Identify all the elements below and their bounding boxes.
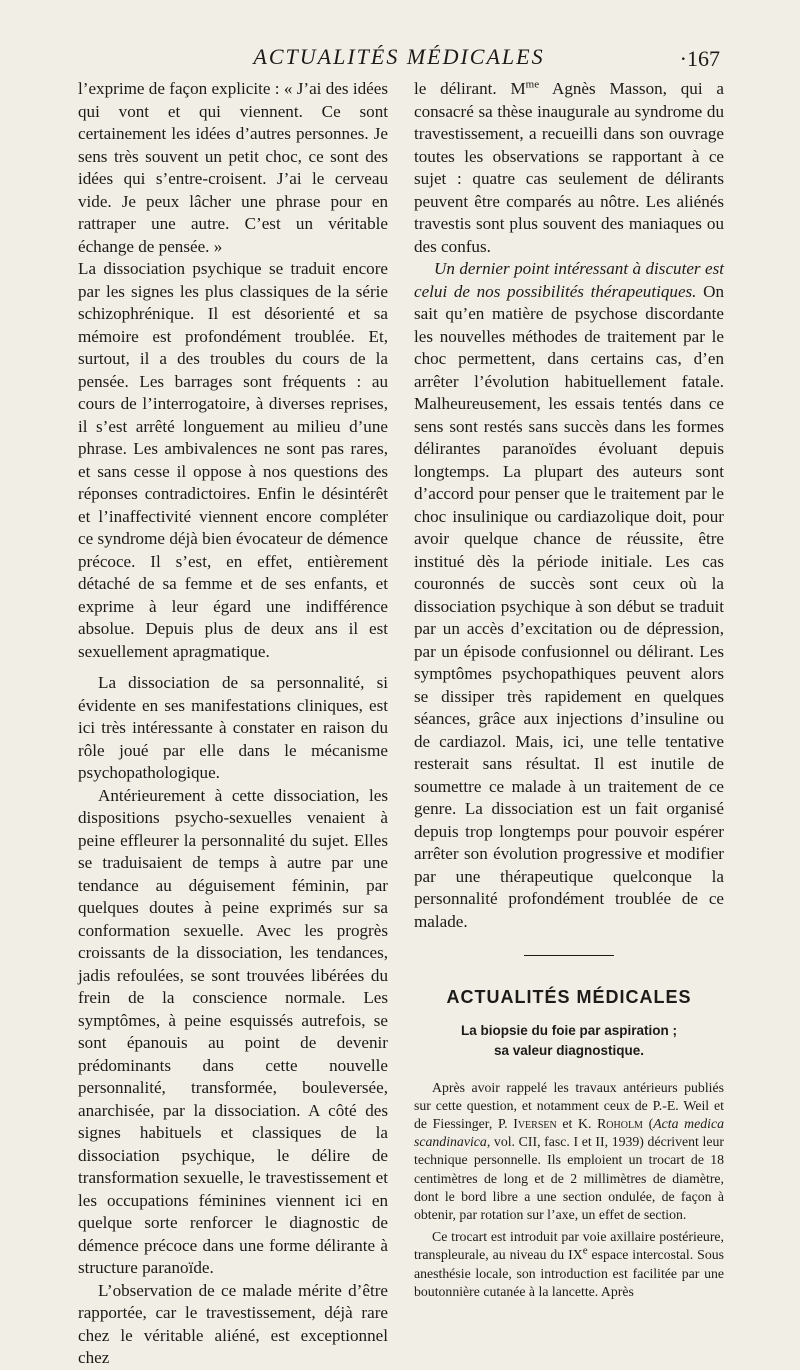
article-title-line: La biopsie du foie par aspiration ;: [460, 1022, 678, 1038]
text: espace intercostal. Sous anesthésie locale, son introduction est facilitée par une boutonnière cutanée à la lancette. Après: [414, 1247, 724, 1299]
text: On sait qu’en matière de psychose discordante les nouvelles méthodes de traitement par le choc permettent, dans certains cas, d’en arrêter l’évolution habituellement fatale. Malheureusement, les essais tentés dans ce sens sont restés sans succès dans les formes délirantes paranoïdes évoluant depuis longtemps. La plupart des auteurs sont d’accord pour penser que le traitement par le choc insulinique ou cardiazolique doit, pour avoir quelque chance de réussite, être institué dès la période initiale. Les cas couronnés de succès sont ceux où la dissociation psychique à son début se traduit par un accès d’excitation ou de dépression, par un épisode confusionnel ou délirant. Les symptômes psychopathiques peuvent alors se dissiper très rapidement en quelques séances, grâce aux injections d’insuline ou de cardiazol. Mais, ici, une telle tentative resterait sans résultat. Il est inutile de soumettre ce malade à un traitement de ce genre. La dissociation est un fait organisé depuis trop longtemps pour pouvoir espérer arrêter son évolution progressive et modifier par une thérapeutique quelconque la personnalité profondément troublée de ce malade.: [414, 281, 724, 931]
text: (: [642, 1115, 654, 1131]
paragraph: [414, 1228, 724, 1301]
paragraph: L’observation de ce malade mérite d’être rapportée, car le travestissement, déjà rare chez le véritable aliéné, est exceptionnel chez: [78, 1280, 388, 1367]
author-name: Iversen: [513, 1115, 557, 1131]
paragraph: La dissociation de sa personnalité, si évidente en ses manifestations cliniques, est ici très intéressante à constater en raison du rôle joué par elle dans le mécanisme psychopathologique.: [78, 673, 388, 782]
article-body: [414, 1079, 724, 1301]
text: et K.: [556, 1115, 598, 1131]
header-title: ACTUALITÉS MÉDICALES: [253, 44, 545, 69]
running-header: [78, 44, 720, 78]
text: le délirant. M: [414, 79, 526, 98]
right-column: [414, 78, 724, 1301]
journal-name: Acta medica scandinavica: [414, 1115, 725, 1150]
article-title-line: sa valeur diagnostique.: [493, 1042, 645, 1058]
section-divider: [524, 955, 614, 956]
paragraph: [414, 258, 724, 933]
article-title: [414, 1021, 724, 1061]
paragraph: [414, 1079, 724, 1225]
paragraph: La dissociation psychique se traduit encore par les signes les plus classiques de la série schizophrénique. Il est désorienté et sa mémoire est profondément troublée. Et, surtout, il a des troubles du cours de la pensée. Les barrages sont fréquents : au cours de l’interrogatoire, à diverses reprises, il s’est arrêté longuement au milieu d’une phrase. Les ambivalences ne sont pas rares, et sans cesse il oppose à nos questions des réponses contradictoires. Enfin le désintérêt et l’inaffectivité viennent encore compléter ce syndrome déjà bien évocateur de démence précoce. Il s’est, en effet, entièrement détaché de sa femme et de ses enfants, et exprime à leur égard une indifférence absolue. Depuis plus de deux ans il est sexuellement apragmatique.: [78, 259, 388, 661]
left-column: [78, 78, 388, 1370]
text: Après avoir rappelé les travaux antérieurs publiés sur cette question, et notamment ceux de P.-E. Weil et de Fiessinger, P.: [414, 1079, 724, 1131]
superscript: e: [582, 1244, 588, 1257]
author-name: Roholm: [597, 1115, 643, 1131]
text: Ce trocart est introduit par voie axillaire postérieure, transpleurale, au niveau du IX: [414, 1229, 724, 1263]
text: , vol. CII, fasc. I et II, 1939) décrivent leur technique personnelle. Ils emploient un trocart de 18 centimètres de long et de 2 millimètres de diamètre, dont le bord libre a une section ondulée, de façon à obtenir, par rotation sur l’axe, un effet de section.: [414, 1134, 724, 1222]
paragraph: Antérieurement à cette dissociation, les dispositions psycho-sexuelles venaient à peine effleurer la personnalité du sujet. Elles se traduisaient de temps à autre par une tendance au déguisement féminin, par quelques doutes à peine exprimés sur sa conformation sexuelle. Avec les progrès croissants de la dissociation, les tendances, jadis refoulées, se sont trouvées libérées du frein de la conscience normale. Les symptômes, à peine esquissés autrefois, se sont épanouis au point de devenir prédominants dans cette nouvelle personnalité, transformée, bouleversée, anarchisée, par la dissociation. A côté des signes habituels et classiques de la dissociation psychique, le délire de transformation sexuelle, le travestissement et les occupations féminines viennent ici en quelque sorte renforcer le diagnostic de démence précoce dans une forme délirante à structure paranoïde.: [78, 785, 388, 1277]
text: Agnès Masson, qui a consacré sa thèse inaugurale au syndrome du travestissement, a recueilli dans son ouvrage toutes les observations se rapportant à ce sujet : quatre cas seulement de délirants peuvent être comparés au nôtre. Les aliénés travestis sont plus souvent des maniaques ou des confus.: [414, 79, 724, 256]
superscript: me: [525, 78, 540, 91]
paragraph: [414, 78, 724, 258]
section-title: ACTUALITÉS MÉDICALES: [446, 987, 692, 1007]
page-number: ·167: [679, 46, 720, 71]
paragraph: l’exprime de façon explicite : « J’ai des idées qui vont et qui viennent. Ce sont certainement les idées d’autres personnes. Je sens très souvent un petit choc, ce sont des idées qui s’entre-croisent. J’ai le cerveau vide. Je peux lâcher une phrase pour en rattraper une autre. C’est un véritable échange de pensée. »: [78, 79, 388, 256]
italic-text: Un dernier point intéressant à discuter est celui de nos possibilités thérapeutiques.: [414, 259, 724, 301]
